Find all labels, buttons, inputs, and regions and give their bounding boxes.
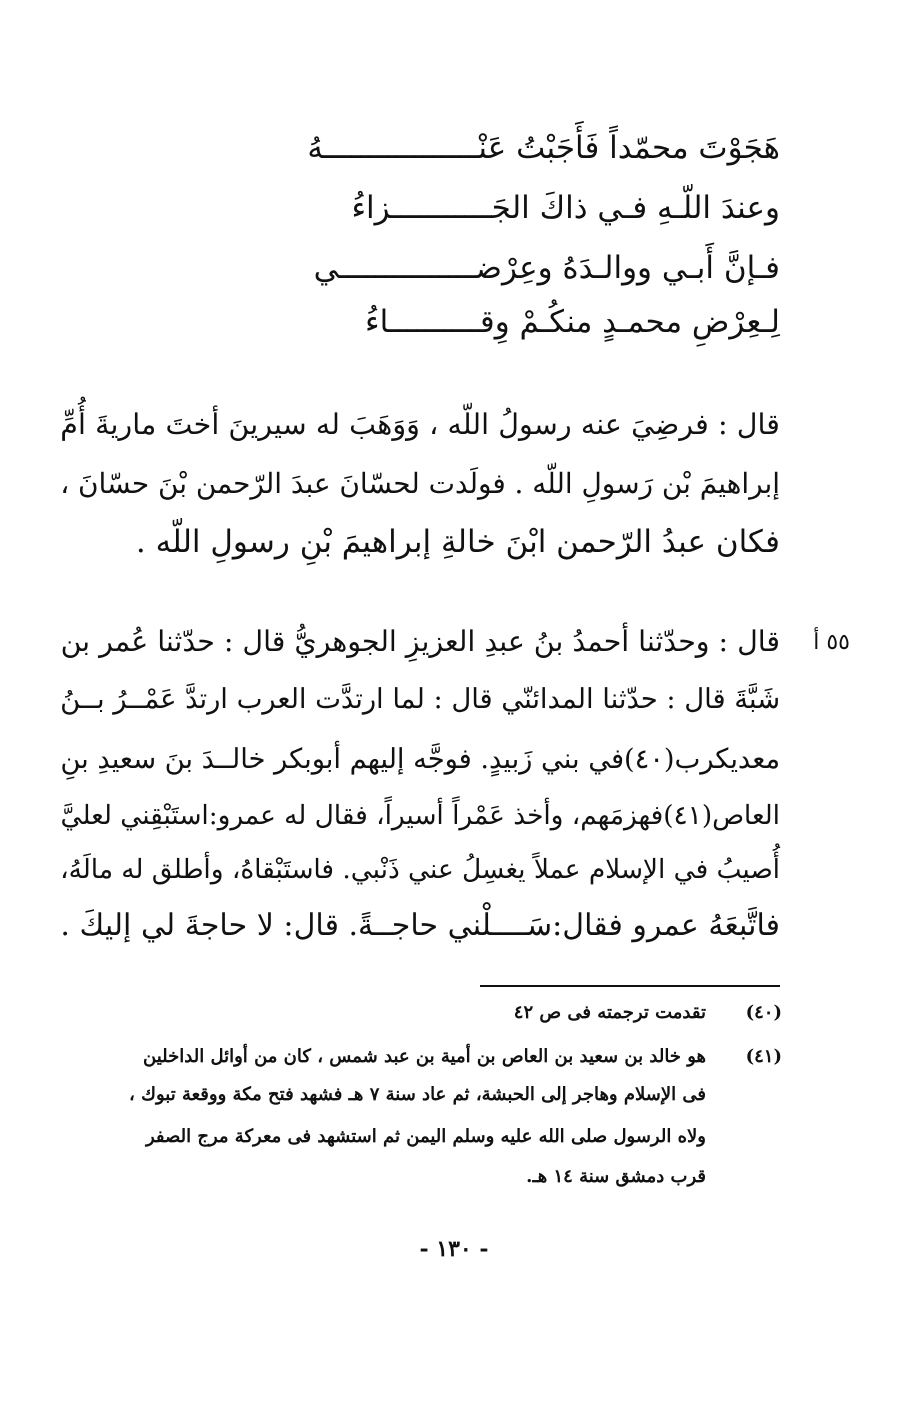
poem-line: لِـعِرْضِ محمـدٍ منكُـمْ وِقــــــــــاءُ [365,304,780,340]
paragraph-line: أُصيبُ في الإسلام عملاً يغسِلُ عني ذَنْبي. فاستَبْقاهُ، وأطلق له مالَهُ، [60,855,780,885]
footnote-text: فى الإسلام وهاجر إلى الحبشة، ثم عاد سنة ٧ هـ فشهد فتح مكة ووقعة تبوك ، [129,1084,706,1105]
paragraph-line: العاص(٤١)فهزمَهم، وأخذ عَمْراً أسيراً، فقال له عمرو:استَبْقِني لعليَّ [60,801,780,831]
footnote-text: تقدمت ترجمته فى ص ٤٢ [513,1002,706,1023]
paragraph-line: فاتَّبعَهُ عمرو فقال:سَــــلْني حاجــةً. قال: لا حاجةَ لي إليكَ . [60,908,780,943]
paragraph-line: إبراهيمَ بْن رَسولِ اللّه . فولَدت لحسّانَ عبدَ الرّحمن بْنَ حسّانَ ، [60,467,780,500]
paragraph-line: قال : وحدّثنا أحمدُ بنُ عبدِ العزيزِ الجوهريُّ قال : حدّثنا عُمر بن [60,625,780,658]
footnote-text: قرب دمشق سنة ١٤ هـ. [526,1166,706,1187]
poem-line: وعندَ اللّـهِ فـي ذاكَ الجَـــــــــــزاءُ [351,190,780,226]
footnote-number: (٤١) [745,1046,782,1067]
footnote-text: ولاه الرسول صلى الله عليه وسلم اليمن ثم استشهد فى معركة مرج الصفر [145,1126,706,1147]
footnote-separator [480,985,780,987]
paragraph-line: شَبَّةَ قال : حدّثنا المدائنّي قال : لما ارتدَّت العرب ارتدَّ عَمْــرُ بــنُ [60,684,780,715]
paragraph-line: قال : فرضِيَ عنه رسولُ اللّه ، وَوَهَبَ له سيرينَ أختَ ماريةَ أُمِّ [60,407,780,441]
poem-line: هَجَوْتَ محمّداً فَأَجَبْتُ عَنْـــــــــــــــــهُ [307,130,780,166]
paragraph-line: فكان عبدُ الرّحمن ابْنَ خالةِ إبراهيمَ بْنِ رسولِ اللّه . [135,524,780,560]
footnote-text: هو خالد بن سعيد بن العاص بن أمية بن عبد شمس ، كان من أوائل الداخلين [143,1046,706,1067]
footnote-number: (٤٠) [745,1002,782,1023]
page-number: - ١٣٠ - [419,1236,489,1262]
paragraph-line: معديكرب(٤٠)في بني زَبيدٍ. فوجَّه إليهم أبوبكر خالــدَ بنَ سعيدِ بنِ [60,744,780,775]
margin-folio-marker: ٥٥ أ [813,630,850,655]
poem-line: فـإنَّ أَبـي ووالـدَهُ وعِرْضـــــــــــــــي [313,250,780,286]
